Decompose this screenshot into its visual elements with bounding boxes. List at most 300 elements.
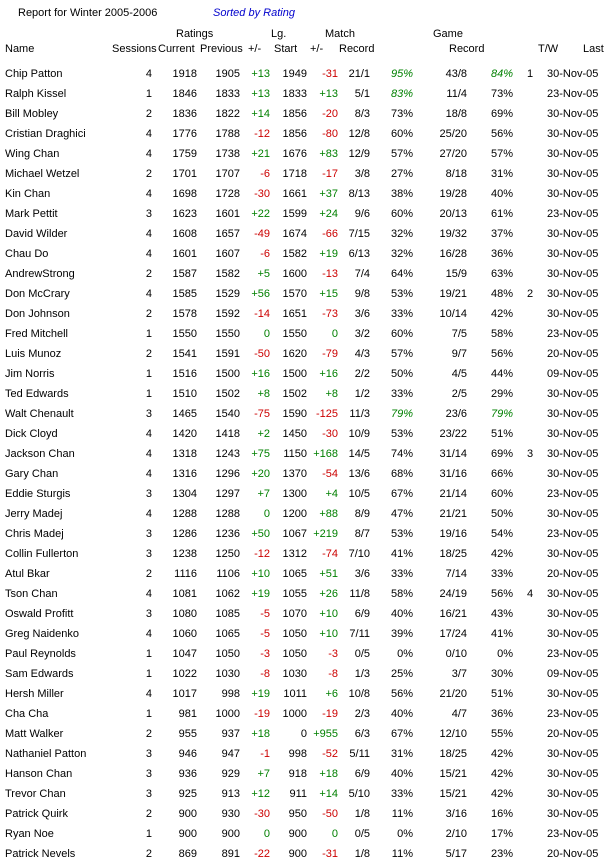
last-date: 30-Nov-05	[547, 128, 599, 140]
current-rating: 1623	[172, 208, 197, 220]
lg-change: +37	[319, 188, 338, 200]
previous-rating: 1657	[215, 228, 240, 240]
match-pct: 33%	[390, 788, 413, 800]
match-pct: 83%	[390, 88, 413, 100]
table-row	[0, 364, 616, 384]
rating-change: +8	[257, 388, 270, 400]
game-pct: 42%	[490, 748, 513, 760]
tw	[513, 404, 547, 424]
match-record: 6/3	[354, 728, 370, 740]
last-date: 23-Nov-05	[547, 488, 599, 500]
match-pct: 50%	[390, 368, 413, 380]
rating-change: +21	[251, 148, 270, 160]
lg-change: -3	[328, 648, 338, 660]
table-row	[0, 404, 616, 424]
previous-rating: 1050	[215, 648, 240, 660]
sessions: 4	[145, 288, 152, 300]
game-record: 2/5	[451, 388, 467, 400]
match-record: 3/6	[354, 568, 370, 580]
match-pct: 40%	[390, 768, 413, 780]
match-pct: 60%	[390, 328, 413, 340]
sessions: 1	[145, 828, 152, 840]
lg-change: -31	[322, 848, 338, 860]
lg-change: +88	[319, 508, 338, 520]
lg-change: +18	[319, 768, 338, 780]
rating-change: +16	[251, 368, 270, 380]
match-record: 8/13	[348, 188, 370, 200]
match-pct: 0%	[397, 648, 413, 660]
previous-rating: 1607	[215, 248, 240, 260]
player-name: Ralph Kissel	[5, 88, 67, 100]
previous-rating: 1833	[215, 88, 240, 100]
rating-change: +13	[251, 88, 270, 100]
player-name: Patrick Nevels	[5, 848, 76, 860]
current-rating: 1080	[172, 608, 197, 620]
last-date: 30-Nov-05	[547, 168, 599, 180]
lg-start: 1500	[282, 368, 307, 380]
last-date: 09-Nov-05	[547, 668, 599, 680]
previous-rating: 1905	[215, 68, 240, 80]
match-record: 5/11	[349, 748, 370, 760]
player-name: Dick Cloyd	[5, 428, 58, 440]
match-pct: 0%	[397, 828, 413, 840]
tw	[513, 244, 547, 264]
tw	[513, 624, 547, 644]
previous-rating: 1582	[215, 268, 240, 280]
lg-change: +13	[319, 88, 338, 100]
lg-start: 1599	[282, 208, 307, 220]
tw	[513, 124, 547, 144]
tw	[513, 604, 547, 624]
last-date: 30-Nov-05	[547, 228, 599, 240]
previous-rating: 1592	[215, 308, 240, 320]
current-rating: 1022	[172, 668, 197, 680]
game-pct: 55%	[490, 728, 513, 740]
sessions: 2	[145, 728, 152, 740]
tw	[513, 684, 547, 704]
match-record: 8/9	[354, 508, 370, 520]
lg-change: 0	[331, 828, 338, 840]
game-pct: 16%	[490, 808, 513, 820]
last-date: 30-Nov-05	[547, 548, 599, 560]
tw	[513, 364, 547, 384]
game-record: 18/8	[445, 108, 467, 120]
rating-change: +22	[251, 208, 270, 220]
header-game-record: Record	[449, 43, 485, 55]
match-record: 1/3	[354, 668, 370, 680]
tw	[513, 324, 547, 344]
sort-label: Sorted by Rating	[213, 7, 295, 19]
match-record: 12/8	[348, 128, 370, 140]
tw	[513, 544, 547, 564]
match-pct: 32%	[390, 228, 413, 240]
player-name: Atul Bkar	[5, 568, 50, 580]
match-record: 0/5	[354, 648, 370, 660]
header-match-record: Record	[339, 43, 375, 55]
tw	[513, 184, 547, 204]
match-record: 8/3	[354, 108, 370, 120]
game-record: 3/16	[445, 808, 467, 820]
current-rating: 1420	[172, 428, 197, 440]
previous-rating: 1288	[215, 508, 240, 520]
sessions: 3	[145, 208, 152, 220]
player-name: Don Johnson	[5, 308, 70, 320]
table-row	[0, 144, 616, 164]
header-ratings: Ratings	[176, 28, 214, 40]
game-pct: 36%	[490, 708, 513, 720]
current-rating: 1238	[172, 548, 197, 560]
previous-rating: 1601	[215, 208, 240, 220]
previous-rating: 1236	[215, 528, 240, 540]
player-name: Patrick Quirk	[5, 808, 68, 820]
match-pct: 40%	[390, 608, 413, 620]
header-previous: Previous	[200, 43, 243, 55]
table-row	[0, 784, 616, 804]
lg-start: 1718	[282, 168, 307, 180]
player-name: Tson Chan	[5, 588, 58, 600]
lg-change: -50	[322, 808, 338, 820]
previous-rating: 1707	[215, 168, 240, 180]
match-pct: 53%	[390, 428, 413, 440]
game-record: 23/22	[439, 428, 467, 440]
match-record: 6/9	[354, 768, 370, 780]
lg-change: -17	[322, 168, 338, 180]
rating-change: -5	[260, 628, 270, 640]
match-record: 21/1	[348, 68, 370, 80]
previous-rating: 1500	[215, 368, 240, 380]
sessions: 4	[145, 448, 152, 460]
player-name: Chris Madej	[5, 528, 64, 540]
game-pct: 60%	[490, 488, 513, 500]
match-record: 3/2	[354, 328, 370, 340]
current-rating: 900	[178, 828, 197, 840]
lg-start: 1620	[282, 348, 307, 360]
previous-rating: 1788	[215, 128, 240, 140]
last-date: 30-Nov-05	[547, 628, 599, 640]
match-pct: 60%	[390, 128, 413, 140]
lg-start: 1833	[282, 88, 307, 100]
current-rating: 1587	[172, 268, 197, 280]
lg-start: 1370	[282, 468, 307, 480]
table-row	[0, 284, 616, 304]
match-record: 7/15	[348, 228, 370, 240]
lg-change: -8	[328, 668, 338, 680]
previous-rating: 1106	[216, 568, 240, 580]
current-rating: 1047	[172, 648, 197, 660]
match-pct: 40%	[390, 708, 413, 720]
current-rating: 1510	[172, 388, 197, 400]
rating-change: +13	[251, 68, 270, 80]
player-name: Jim Norris	[5, 368, 55, 380]
match-pct: 38%	[390, 188, 413, 200]
game-record: 21/21	[439, 508, 467, 520]
player-name: Chau Do	[5, 248, 49, 260]
player-name: Wing Chan	[5, 148, 60, 160]
rating-change: -12	[254, 128, 270, 140]
report-title: Report for Winter 2005-2006	[18, 7, 158, 19]
rating-change: +18	[251, 728, 270, 740]
lg-change: -74	[322, 548, 338, 560]
player-name: Trevor Chan	[5, 788, 66, 800]
game-pct: 61%	[490, 208, 513, 220]
previous-rating: 998	[221, 688, 240, 700]
previous-rating: 1529	[215, 288, 240, 300]
tw	[513, 504, 547, 524]
last-date: 23-Nov-05	[547, 328, 599, 340]
header-tw: T/W	[538, 43, 559, 55]
last-date: 23-Nov-05	[547, 708, 599, 720]
game-pct: 69%	[490, 108, 513, 120]
previous-rating: 1728	[215, 188, 240, 200]
rating-change: +12	[251, 788, 270, 800]
rating-change: -1	[260, 748, 270, 760]
lg-change: +4	[325, 488, 338, 500]
table-row	[0, 624, 616, 644]
header-name: Name	[5, 43, 35, 55]
match-record: 2/3	[354, 708, 370, 720]
game-record: 5/17	[445, 848, 467, 860]
rating-change: -50	[254, 348, 270, 360]
game-pct: 51%	[490, 688, 513, 700]
table-row	[0, 824, 616, 844]
game-record: 7/14	[445, 568, 467, 580]
last-date: 30-Nov-05	[547, 248, 599, 260]
last-date: 30-Nov-05	[547, 288, 599, 300]
table-row	[0, 64, 616, 84]
header-start: Start	[274, 43, 298, 55]
table-row	[0, 324, 616, 344]
rating-change: +7	[257, 488, 270, 500]
table-row	[0, 684, 616, 704]
last-date: 30-Nov-05	[547, 748, 599, 760]
lg-change: +51	[319, 568, 338, 580]
rating-change: 0	[263, 828, 270, 840]
last-date: 30-Nov-05	[547, 468, 599, 480]
lg-change: -80	[322, 128, 338, 140]
sessions: 2	[145, 108, 152, 120]
tw	[513, 84, 547, 104]
game-record: 19/16	[439, 528, 467, 540]
game-pct: 79%	[490, 408, 513, 420]
rating-change: 0	[263, 508, 270, 520]
current-rating: 955	[178, 728, 197, 740]
table-row	[0, 724, 616, 744]
rating-change: +10	[251, 568, 270, 580]
lg-start: 1550	[282, 328, 307, 340]
previous-rating: 1243	[215, 448, 240, 460]
tw	[513, 104, 547, 124]
lg-change: -19	[322, 708, 338, 720]
tw: 4	[526, 588, 534, 600]
match-pct: 11%	[391, 808, 413, 820]
lg-start: 1067	[282, 528, 307, 540]
header-game: Game	[433, 28, 463, 40]
rating-change: -75	[254, 408, 270, 420]
game-record: 31/16	[439, 468, 467, 480]
last-date: 20-Nov-05	[547, 568, 599, 580]
lg-change: -20	[322, 108, 338, 120]
table-row	[0, 504, 616, 524]
sessions: 4	[145, 628, 152, 640]
rating-change: -3	[260, 648, 270, 660]
rating-change: +75	[251, 448, 270, 460]
table-row	[0, 844, 616, 864]
rating-change: -5	[260, 608, 270, 620]
player-name: Cristian Draghici	[5, 128, 86, 140]
game-pct: 73%	[490, 88, 513, 100]
lg-change: +219	[313, 528, 338, 540]
rating-change: +19	[251, 588, 270, 600]
tw	[513, 644, 547, 664]
rating-change: -14	[254, 308, 270, 320]
current-rating: 1759	[172, 148, 197, 160]
table-row	[0, 204, 616, 224]
game-record: 9/7	[451, 348, 467, 360]
tw	[513, 464, 547, 484]
last-date: 23-Nov-05	[547, 88, 599, 100]
lg-change: +14	[319, 788, 338, 800]
previous-rating: 1822	[215, 108, 240, 120]
game-record: 15/9	[445, 268, 467, 280]
game-pct: 44%	[490, 368, 513, 380]
table-row	[0, 524, 616, 544]
tw	[513, 824, 547, 844]
match-pct: 33%	[390, 388, 413, 400]
sessions: 1	[145, 88, 152, 100]
previous-rating: 891	[221, 848, 240, 860]
game-pct: 56%	[490, 348, 513, 360]
lg-change: -31	[322, 68, 338, 80]
game-record: 21/20	[439, 688, 467, 700]
game-record: 0/10	[445, 648, 467, 660]
last-date: 30-Nov-05	[547, 188, 599, 200]
lg-change: +15	[319, 288, 338, 300]
last-date: 30-Nov-05	[547, 148, 599, 160]
sessions: 2	[145, 568, 152, 580]
game-pct: 31%	[490, 168, 513, 180]
match-pct: 68%	[390, 468, 413, 480]
sessions: 1	[145, 368, 152, 380]
last-date: 23-Nov-05	[547, 208, 599, 220]
game-pct: 41%	[490, 628, 513, 640]
tw	[513, 744, 547, 764]
player-name: Fred Mitchell	[5, 328, 68, 340]
player-name: Walt Chenault	[5, 408, 74, 420]
sessions: 3	[145, 548, 152, 560]
current-rating: 1017	[172, 688, 197, 700]
match-pct: 11%	[391, 848, 413, 860]
table-row	[0, 164, 616, 184]
last-date: 30-Nov-05	[547, 588, 599, 600]
current-rating: 1846	[172, 88, 197, 100]
game-pct: 50%	[490, 508, 513, 520]
lg-start: 918	[288, 768, 307, 780]
lg-change: +19	[319, 248, 338, 260]
game-pct: 43%	[490, 608, 513, 620]
game-record: 43/8	[445, 68, 467, 80]
sessions: 1	[145, 668, 152, 680]
previous-rating: 1030	[215, 668, 240, 680]
game-record: 18/25	[439, 748, 467, 760]
player-name: Cha Cha	[5, 708, 49, 720]
sessions: 4	[145, 248, 152, 260]
player-name: Jackson Chan	[5, 448, 75, 460]
match-pct: 32%	[390, 248, 413, 260]
player-name: Michael Wetzel	[5, 168, 80, 180]
player-name: Gary Chan	[5, 468, 59, 480]
previous-rating: 1250	[215, 548, 240, 560]
rating-change: -49	[254, 228, 270, 240]
lg-change: -79	[322, 348, 338, 360]
current-rating: 1304	[172, 488, 197, 500]
lg-change: +16	[319, 368, 338, 380]
tw	[513, 704, 547, 724]
lg-start: 1856	[282, 108, 307, 120]
lg-start: 900	[288, 848, 307, 860]
match-record: 7/10	[348, 548, 370, 560]
tw	[513, 164, 547, 184]
table-row	[0, 124, 616, 144]
tw	[513, 564, 547, 584]
table-row	[0, 104, 616, 124]
previous-rating: 1738	[215, 148, 240, 160]
game-record: 18/25	[439, 548, 467, 560]
match-record: 7/4	[354, 268, 370, 280]
player-name: Paul Reynolds	[5, 648, 76, 660]
lg-start: 1150	[283, 448, 307, 460]
lg-start: 911	[289, 788, 307, 800]
table-row	[0, 424, 616, 444]
header-current: Current	[158, 43, 195, 55]
previous-rating: 1502	[215, 388, 240, 400]
lg-change: +168	[313, 448, 338, 460]
current-rating: 869	[178, 848, 197, 860]
current-rating: 900	[178, 808, 197, 820]
game-record: 10/14	[439, 308, 467, 320]
table-row	[0, 264, 616, 284]
game-record: 19/28	[439, 188, 467, 200]
lg-start: 1300	[282, 488, 307, 500]
previous-rating: 1000	[215, 708, 240, 720]
lg-start: 1570	[282, 288, 307, 300]
match-record: 7/11	[349, 628, 370, 640]
game-record: 4/7	[451, 708, 467, 720]
game-record: 2/10	[445, 828, 467, 840]
game-pct: 17%	[490, 828, 513, 840]
standings-table	[0, 64, 616, 864]
previous-rating: 1297	[215, 488, 240, 500]
table-row	[0, 344, 616, 364]
rating-change: +20	[251, 468, 270, 480]
last-date: 30-Nov-05	[547, 448, 599, 460]
game-pct: 48%	[490, 288, 513, 300]
current-rating: 1836	[172, 108, 197, 120]
match-record: 10/5	[348, 488, 370, 500]
last-date: 30-Nov-05	[547, 68, 599, 80]
match-record: 12/9	[348, 148, 370, 160]
lg-start: 1582	[282, 248, 307, 260]
game-record: 12/10	[439, 728, 467, 740]
match-pct: 25%	[390, 668, 413, 680]
player-name: Don McCrary	[5, 288, 70, 300]
match-pct: 27%	[390, 168, 413, 180]
match-record: 5/1	[354, 88, 370, 100]
lg-change: -66	[322, 228, 338, 240]
match-pct: 39%	[390, 628, 413, 640]
table-row	[0, 544, 616, 564]
tw: 1	[526, 68, 534, 80]
tw	[513, 344, 547, 364]
